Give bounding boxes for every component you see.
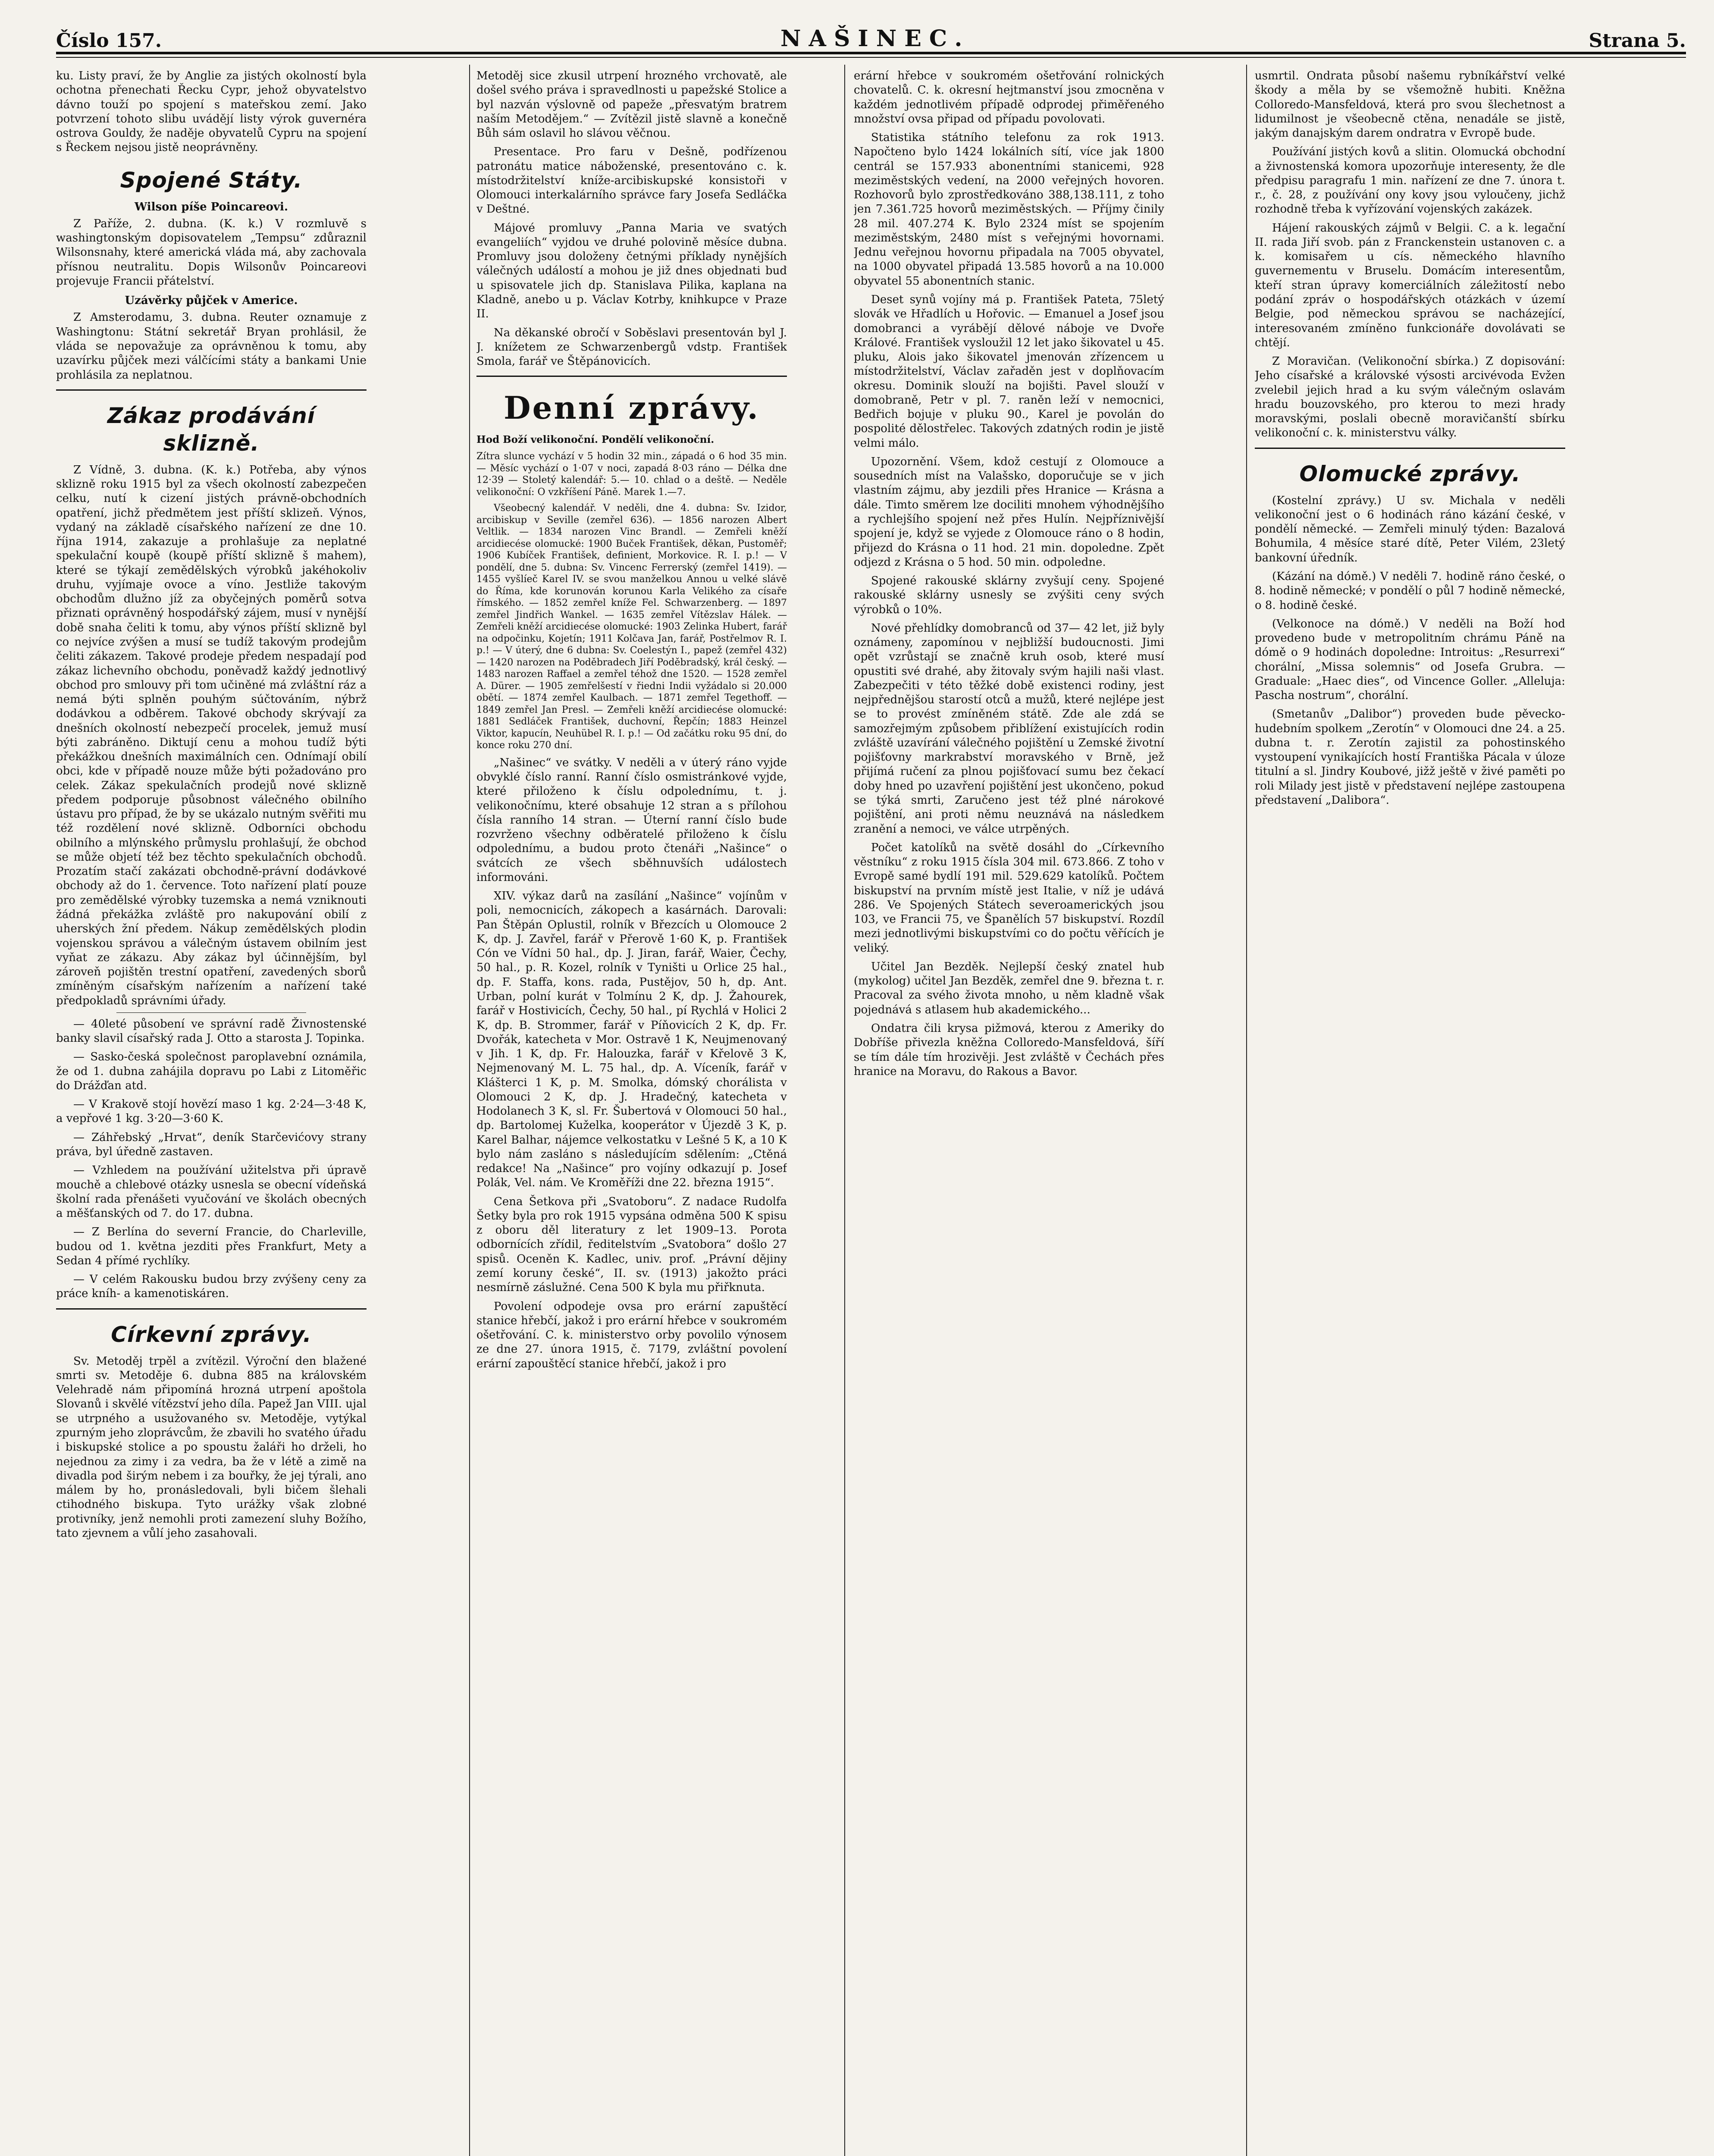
section-rule [1255,448,1565,449]
article-donations: XIV. výkaz darů na zasílání „Našince“ vojínům v poli, nemocnicích, zákopech a kasárnách. Darovali: Pan Štěpán Oplustil, rolník v Březcích u Olomouce 2 K, dp. J. Zavřel, farář v Přerově 1·60 K, p. František Cón ve Vídni 50 hal., dp. J. Jiran, farář, Waier, Čechy, 50 hal., p. R. Kozel, rolník v Tyništi u Orlice 25 hal., dp. F. Staffa, kons. rada, Pustějov, 50 h, dp. Ant. Urban, polní kurát v Tolmínu 2 K, dp. J. Žahourek, farář v Hostivicích, Čechy, 50 hal., pí Rychlá v Holici 2 K, dp. B. Strommer, farář v Píňovicích 2 K, dp. Fr. Dvořák, katecheta v Mor. Ostravě 1 K, Neujmenovaný v Jih. 1 K, dp. Fr. Halouzka, farář v Křelově 3 K, Nejmenovaný M. L. 75 hal., dp. A. Víceník, farář v Klášterci 1 K, p. M. Smolka, dómský chorálista v Olomouci 2 K, dp. J. Hradečný, katecheta v Hodolanech 3 K, sl. Fr. Šubertová v Olomouci 50 hal., dp. Bartolomej Kuželka, kooperátor v Újezdě 3 K, p. Karel Balhar, nájemce velkostatku v Lešné 5 K, a 10 K bylo nám zasláno s následujícím sdělením: „Ctěná redakce! Na „Našince“ pro vojíny odkazují p. Josef Polák, Vel. nám. Ve Kroměříži dne 22. března 1915“. [476,890,787,1190]
divider [116,1012,306,1013]
article-presentace: Presentace. Pro faru v Dešně, podřízenou patronátu matice náboženské, presentováno c. k. místodržitelství kníže-arcibiskupské konsistoři v Olomouci interkalárního správce fary Josefa Sedláčka v Deštné. [476,145,787,216]
column-3 [854,69,1164,2156]
article-continuation: erární hřebce v soukromém ošetřování rolnických chovatelů. C. k. okresní hejtmanství jsou zmocněna v každém jednotlivém případě odprodej přiměřeného množství ovsa připad od případu povolovati. [854,69,1164,125]
masthead-title: NAŠINEC. [780,25,970,52]
column-1 [56,69,367,2156]
note-item: — Vzhledem na používání užitelstva při úpravě mouchě a chlebové otázky usnesla se obecní vídeňská školní rada přenášeti vyučování ve školách obecných a měšťanských od 7. do 17. dubna. [56,1164,367,1220]
section-heading-ban: Zákaz prodávání sklizně. [107,403,315,456]
article-church: Sv. Metoděj trpěl a zvítězil. Výroční den blažené smrti sv. Metoděje 6. dubna 885 na královském Velehradě nám připomíná hrozná utrpení apoštola Slovanů i skvělé vítězství jeho díla. Papež Jan VIII. ujal se utrpného a usužovaného sv. Metoděje, vytýkal zpurným jeho zloprávcům, že zbavili ho svatého úřadu i biskupské stolice a po spoustu žaláři ho drželi, ho nejednou za zimy i za vedra, ba že v létě a zimě na divadla pod širým nebem i za bouřky, že jej týrali, ano málem by ho, pronásledovali, byli bičem šlehali ctihodného biskupa. Tyto urážky však zlobné protivníky, jenž nemohli proti zamezení sluhy Božího, tato zjevnem a vůlí jeho zasahovali. [56,1354,367,1540]
article-sons: Deset synů vojíny má p. František Pateta, 75letý slovák ve Hřadlích u Hořovic. — Emanuel a Josef jsou domobranci a vyrábějí dělové náboje ve Dvoře Králové. František vysloužil 12 let jako šikovatel u 45. pluku, Alois jako šikovatel jmenován zřízencem u místodržitelství, Václav zařaděn jest v doplňovacím okresu. Dominik slouží na bojišti. Pavel slouží v domobraně, Petr v pl. 7. raněn leží v nemocnici, Bedřich bojuje v pluku 90., Karel je povolán do pospolité dělostřelec. Takových zdatných rodin je jistě velmi málo. [854,293,1164,450]
article-heading-wilson: Wilson píše Poincareovi. [135,200,288,213]
article-bezdek: Učitel Jan Bezděk. Nejlepší český znatel hub (mykolog) učitel Jan Bezděk, zemřel dne 9. března t. r. Pracoval za svého života mnoho, u něm kladně však pojednává s atlasem hub akademického... [854,960,1164,1016]
section-rule [476,376,787,377]
article-dekan: Na děkanské obročí v Soběslavi presentován byl J. J. knížetem ze Schwarzenbergů vdstp. František Smola, farář ve Štěpánovicích. [476,326,787,368]
holiday-days: Hod Boží velikonoční. Pondělí velikonoční. [476,434,714,446]
article-continuation: usmrtil. Ondrata působí našemu rybníkářství velké škody a měla by se všemožně hubiti. Kněžna Colloredo-Mansfeldová, která pro svou šlechetnost a lidumilnost je všeobecně ctěna, nenadále se jistě, jakým danajským darem ondratra v Evropě bude. [1255,69,1565,140]
article-continuation: Metoděj sice zkusil utrpení hrozného vrchovatě, ale došel svého práva i spravedlnosti u papežské Stolice a byl nazván výslovně od papeže „přesvatým bratrem naším Metodějem.“ — Zvítězil jistě slavně a konečně Bůh sám oslavil ho slávou věčnou. [476,69,787,140]
article-nasinec: „Našinec“ ve svátky. V neděli a v úterý ráno vyjde obvyklé číslo ranní. Ranní číslo osmistránkové vyjde, které přiloženo k číslu odpolednímu, t. j. velikonočnímu, které obsahuje 12 stran a s přílohou čísla ranního 14 stran. — Úterní ranní číslo bude rozvrženo všechny odběratelé přiloženo k číslu odpolednímu, a budou proto čtenáři „Našince“ o svátcích ze všech sběhnuvších událostech informováni. [476,756,787,884]
article-wilson: Z Paříže, 2. dubna. (K. k.) V rozmluvě s washingtonským dopisovatelem „Tempsu“ zdůraznil Wilsonsnahy, které americká vláda má, aby zachovala přísnou neutralitu. Dopis Wilsonův Poincareovi projevuje Francii přátelství. [56,217,367,288]
article-loans: Z Amsterodamu, 3. dubna. Reuter oznamuje z Washingtonu: Státní sekretář Bryan prohlásil, že vláda se nepovažuje za oprávněnou k tomu, aby uzavírku půjček mezi válčícími státy a bankami Unie prohlásila za neplatnou. [56,311,367,382]
article-catholics: Počet katolíků na světě dosáhl do „Církevního věstníku“ z roku 1915 čísla 304 mil. 673.866. Z toho v Evropě samé bydlí 191 mil. 529.629 katolíků. Počtem biskupství na prvním místě jest Italie, v níž je udává 286. Ve Spojených Státech severoamerických jsou 103, ve Francii 75, ve Španělích 57 biskupství. Rozdíl mezi jednotlivými biskupstvími co do počtu věřících je veliký. [854,841,1164,955]
article-ondatra: Ondatra čili krysa pižmová, kterou z Ameriky do Dobříše přivezla kněžna Colloredo-Mansfeldová, šíří se tím dále tím hrozivěji. Jest zvláště v Čechách přes hranice na Moravu, do Rakous a Bavor. [854,1022,1164,1078]
section-heading-olomouc: Olomucké zprávy. [1299,461,1521,486]
article-intro: ku. Listy praví, že by Anglie za jistých okolností byla ochotna přenechati Řecku Cypr, jehož obyvatelstvo dávno touží po spojení s mateřskou zemí. Jako potvrzení tohoto slibu uvádějí listy výrok guvernéra ostrova Gouldy, že naděje obyvatelů Cypru na spojení s Řeckem nejsou jistě neoprávněny. [56,69,367,154]
note-item: — Z Berlína do severní Francie, do Charleville, budou od 1. května jezditi přes Frankfurt, Mety a Sedan 4 přímé rychlíky. [56,1225,367,1267]
page-header [56,17,1686,54]
note-item: — Záhřebský „Hrvat“, deník Starčevićovy strany práva, byl úředně zastaven. [56,1131,367,1158]
section-heading-daily: Denní zprávy. [504,389,760,426]
issue-number: Číslo 157. [56,30,162,52]
article-ban: Z Vídně, 3. dubna. (K. k.) Potřeba, aby výnos sklizně roku 1915 byl za všech okolností zabezpečen celku, nutí k cizení jistých právně-obchodních opatření, jichž předmětem jest příští sklizeň. Výnos, vydaný na základě císařského nařízení ze dne 10. října 1914, zakazuje a prohlašuje za neplatné spekulační koupě (koupě příští sklizně š mahem), které se týkají zemědělských výrobků jakéhokoliv druhu, vyjímaje ovoce a víno. Jestliže takovým obchodům dlužno jíž za obyčejných poměrů sotva přiznati oprávněný hospodářský zájem, musí v nynější době snaha čeliti k tomu, aby výnos příští sklizně byl co nejvíce zvýšen a musí se tudíž takovým prodejům čeliti zákazem. Takové prodeje předem nespadají pod zákaz lichevního obchodu, poněvadž každý jednotlivý obchod pro smlouvy při tom učiněné má zvláštní ráz a nemá býti splněn pouhým súčtováním, nýbrž dodávkou a odběrem. Takové obchody skrývají za dnešních okolností nebezpečí procelek, jemuž musí býti zabráněno. Diktují cenu a mohou tudíž býti překážkou dnešních maximálních cen. Odnímají obilí obci, kde v případě nouze může býti požadováno pro celek. Zákaz spekulačních prodejů nové sklizně předem podporuje působnost válečného obilního ústavu pro případ, že by se ukázalo nutným svěřiti mu též rozdělení nové sklizně. Odborníci obchodu obilního a mlýnského průmyslu prohlašují, že obchod se může objetí též bez těchto spekulačních obchodů. Prozatím stačí zakázati obchodně-právní dodávkové obchody až do 1. července. Toto nařízení platí pouze pro zemědělské výrobky tuzemska a nemá vzniknouti žádná překážka zvláště pro nakupování obilí z uherských žní předem. Nákup zemědělských plodin vojenskou správou a válečným ústavem obilním jest vyňat ze zákazu. Aby zákaz byl účinnějším, byl zároveň pojištěn trestní opatření, zavedených sborů zmíněným císařským nařízením a nařízení také předpokladů správními úřady. [56,463,367,1007]
column-2 [476,69,787,2156]
column-rule [469,65,470,2156]
article-belgium: Hájení rakouských zájmů v Belgii. C. a k. legační II. rada Jiří svob. pán z Franckenstein ustanoven c. a k. komisařem u cís. německého hlavního guvernementu v Bruselu. Domácím interesentům, kteří stran úpravy komerciálních záležitostí nebo podání zpráv o hospodářských otázkách v území Belgie, pod německou správou se nacházející, interesovaném zmíněno funkcionáře dovolávati se chtějí. [1255,221,1565,349]
note-item: — Sasko-česká společnost paroplavební oznámila, že od 1. dubna zahájila dopravu po Labi z Litoměřic do Drážďan atd. [56,1050,367,1092]
page-number: Strana 5. [1589,30,1686,52]
article-easter: (Velkonoce na dómě.) V neděli na Boží hod provedeno bude v metropolitním chrámu Páně na dómě o 9 hodinách dopoledne: Introitus: „Resurrexi“ chorální, „Missa solemnis“ od Josefa Grubra. — Graduale: „Haec dies“, od Vincence Goller. „Alleluja: Pascha nostrum“, chorální. [1255,617,1565,702]
calendar-text: Všeobecný kalendář. V neděli, dne 4. dubna: Sv. Izidor, arcibiskup v Seville (zemřel 636). — 1856 narozen Albert Veltlik. — 1834 narozen Vinc Brandl. — Zemřeli kněží arcidiecése olomucké: 1900 Buček František, děkan, Pustoměř; 1906 Kubíček František, definient, Morkovice. R. I. p.! — V pondělí, dne 5. dubna: Sv. Vincenc Ferrerský (zemřel 1419). — 1455 vyšlíeč Karel IV. se svou manželkou Annou u velké slávě do Říma, kde korunován korunou Karla Velikého za císaře římského. — 1852 zemřel kníže Fel. Schwarzenberg. — 1897 zemřel Jindřich Wankel. — 1635 zemřel Vítězslav Hálek. — Zemřeli kněží arcidiecése olomucké: 1903 Zelinka Hubert, farář na odpočinku, Kojetín; 1911 Kolčava Jan, farář, Postřelmov R. I. p.! — V úterý, dne 6 dubna: Sv. Coelestýn I., papež (zemřel 432) — 1420 narozen na Poděbradech Jiří Poděbradský, král český. — 1483 narozen Raffael a zemřel téhož dne 1520. — 1528 zemřel A. Dürer. — 1905 zemřelšestí v řiedni Indii vyžádalo si 20.000 obětí. — 1874 zemřel Kaulbach. — 1871 zemřel Tegethoff. — 1849 zemřel Jan Presl. — Zemřeli kněží arcidiecése olomucké: 1881 Sedláček František, duchovní, Řepčín; 1883 Heinzel Viktor, kapucín, Neuhübel R. I. p.! — Od začátku roku 95 dní, do konce roku 270 dní. [476,503,787,751]
article-heading-loans: Uzávěrky půjček v Americe. [125,294,298,307]
article-majove: Májové promluvy „Panna Maria ve svatých evangeliích“ vyjdou ve druhé polovině měsíce dubna. Promluvy jsou doloženy četnými příklady nynějších válečných událostí a mohou je již dnes objednati buď u spisovatele jich dp. Stanislava Pilika, kaplana na Kladně, anebo u p. Václav Kotrby, knihkupce v Praze II. [476,221,787,321]
section-rule [56,1308,367,1310]
article-metals: Používání jistých kovů a slitin. Olomucká obchodní a živnostenská komora upozorňuje interesenty, že dle předpisu paragrafu 1 min. nařízení ze dne 7. února t. r., č. 28, z používání ony kovy jsou vyloučeny, jichž rozhodně třeba k vyřízování vojenských zakázek. [1255,145,1565,216]
header-rule [56,57,1686,58]
article-moravican: Z Moravičan. (Velikonoční sbírka.) Z dopisování: Jeho císařské a královské výsosti arcivévoda Evžen zvelebil jejich hrad a ku svým válečným oslavám hradu bouzovského, pro kterou to mezi hrady moravskými, poslali obecně moravičanští sbírku velikonoční c. k. ministerstvu války. [1255,355,1565,440]
article-sermons: (Kázání na dómě.) V neděli 7. hodině ráno české, o 8. hodině německé; v pondělí o půl 7 hodině německé, o 8. hodině české. [1255,570,1565,612]
note-item: — V celém Rakousku budou brzy zvýšeny ceny za práce kníh- a kamenotiskáren. [56,1273,367,1300]
column-rule [1246,65,1247,2156]
article-telephone: Statistika státního telefonu za rok 1913. Napočteno bylo 1424 lokálních sítí, více jak 1800 centrál se 157.933 abonentními stanicemi, 928 meziměstských vedení, na 2000 veřejných hovoren. Rozhovorů bylo zprostředkováno 388,138.111, z toho jen 7.361.725 hovorů meziměstských. — Příjmy činily 28 mil. 407.274 K. Bylo 2324 míst se spojením meziměstským, 2480 míst s veřejnými hovornami. Jednu veřejnou hovornu připadala na 7005 obyvatel, na 1000 obyvatel připadá 13.585 hovorů a na 10.000 obyvatel 55 abonentních stanic. [854,131,1164,288]
note-item: — V Krakově stojí hovězí maso 1 kg. 2·24—3·48 K, a vepřové 1 kg. 3·20—3·60 K. [56,1098,367,1125]
article-dalibor: (Smetanův „Dalibor“) proveden bude pěvecko-hudebním spolkem „Zerotín“ v Olomouci dne 24. a 25. dubna t. r. Zerotín zajistil za pohostinského vystoupení vynikajících hostí Františka Pácala v úloze titulní a sl. Jindry Koubové, jižž ještě v živé paměti po roli Milady jest jistě v představení nejlépe zastoupena představení „Dalibora“. [1255,708,1565,807]
note-item: — 40leté působení ve správní radě Živnostenské banky slavil císařský rada J. Otto a starosta J. Topinka. [56,1017,367,1045]
section-heading-church: Církevní zprávy. [111,1322,312,1347]
article-church-news: (Kostelní zprávy.) U sv. Michala v neděli velikonoční jest o 6 hodinách ráno kázání české, v pondělí německé. — Zemřeli minulý týden: Bazalová Bohumila, 4 měsíce staré dítě, Peter Vilém, 23letý bankovní úředník. [1255,494,1565,564]
article-glass: Spojené rakouské sklárny zvyšují ceny. Spojené rakouské sklárny usnesly se zvýšiti ceny svých výrobků o 10%. [854,574,1164,616]
section-heading-us: Spojené Státy. [120,167,303,193]
column-4 [1255,69,1565,2156]
article-warning: Upozornění. Všem, kdož cestují z Olomouce a sousedních míst na Valašsko, doporučuje se v jich vlastním zájmu, aby jezdili přes Hranice — Krásna a dále. Timto směrem lze dociliti mnohem výhodnějšího a rychlejšího spojení než přes Hulín. Nejpříznivější spojení je, když se vyjede z Olomouce ráno o 8 hodin, přijezd do Krásna o 11 hod. 21 min. dopoledne. Zpět odjezd z Krásna o 5 hod. 50 min. odpoledne. [854,455,1164,569]
column-rule [844,65,845,2156]
article-setka: Cena Šetkova při „Svatoboru“. Z nadace Rudolfa Šetky byla pro rok 1915 vypsána odměna 500 K spisu z oboru děl literatury z let 1909–13. Porota odbornících zřídil, ředitelstvím „Svatobora“ došlo 27 spisů. Oceněn K. Kadlec, univ. prof. „Právní dějiny zemí koruny české“, II. sv. (1913) jakožto práci nesmírně záslužné. Cena 500 K byla mu přiřknuta. [476,1195,787,1294]
almanac-sun: Zítra slunce vychází v 5 hodin 32 min., západá o 6 hod 35 min. — Měsíc vychází o 1·07 v noci, zapadá 8·03 ráno — Délka dne 12·39 — Stoletý kalendář: 5.— 10. chlad o a deště. — Neděle velikonoční: O vzkříšení Páně. Marek 1.—7. [476,451,787,498]
section-rule [56,389,367,391]
article-inspection: Nové přehlídky domobranců od 37— 42 let, již byly oznámeny, zapomínou v nejbližší budoucnosti. Jimi opět vzrůstají se značně kruh osob, které musí opustiti své drahé, aby žitovaly svým hajili naši vlast. Zabezpečiti v této těžké době existenci rodiny, jest nejpřednějšou starostí otců a mužů, které nejlépe jest se to provést zmíněném státě. Zde ale zdá se samozřejmým způsobem přiblížení existujících rodin zvláště uzavírání válečného pojištění u Zemské životní pojišťovny markrabství moravského v Brně, jež přijímá ručení za plnou pojišťovací sumu bez čekací doby hned po uzavření pojištění jest ukončeno, pokud se týká smrti, Zaručeno jest též plné nárokové pojištění, ani proti němu neuznává na následkem zranění a nemoci, ve válce utrpěných. [854,621,1164,836]
article-povoleni: Povolení odpodeje ovsa pro erární zapuštěcí stanice hřebčí, jakož i pro erární hřebce v soukromém ošetřování. C. k. ministerstvo orby povolilo výnosem ze dne 27. února 1915, č. 7179, zvláštní povolení erární zapouštěcí stanice hřebčí, jakož i pro [476,1300,787,1370]
